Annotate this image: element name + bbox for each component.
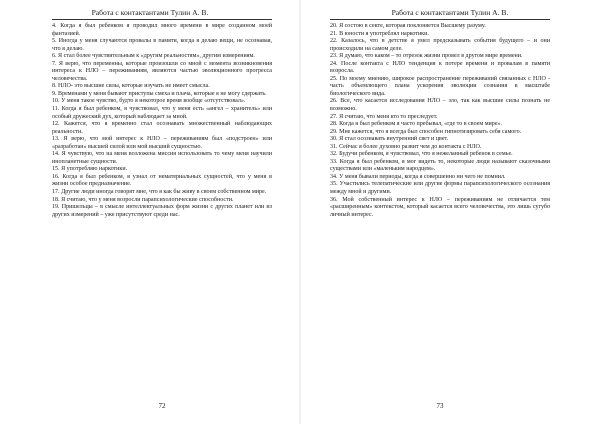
list-item: 13. Я верю, что мой интерес к НЛО – переживаниям был «подстроен» или «разработан» высшей силой или мой высший сущностью. [52, 136, 272, 150]
list-item: 8. НЛО- это высшие силы, которые изучать не имеет смысла. [52, 83, 210, 90]
list-item: 7. Я верю, что переменны, которые произошли со мной с момента возникновения интереса к НЛО – переживаниям, являются частью эволюционного прогресса человечества. [52, 60, 272, 82]
running-head-right: Работа с контактантами Тулин А. В. [391, 8, 509, 17]
list-item: 19. Пришельцы – в смысле интеллектуальных форм жизни с других планет или из других измерений – уже присутствуют среди нас. [52, 204, 272, 218]
list-item: 26. Все, что касается исследования НЛО – зло, так как высшие силы познать не возможно. [330, 98, 550, 113]
list-item: 27. Я считаю, что меня кто то преследует. [330, 113, 438, 120]
list-item: 31. Сейчас я более духовно развит чем до контакта с НЛО. [330, 143, 482, 150]
list-item: 22. Казалось, что в детстве я умел предсказывать события будущего – и они происходили на самом деле. [330, 38, 550, 52]
list-item: 17. Другие люди иногда говорят мне, что я как бы живу в своем собственном мире. [52, 189, 267, 196]
page-number-right: 73 [436, 402, 444, 410]
list-item: 18. Я считаю, что у меня возросли парапсихологические способности. [52, 196, 234, 203]
list-item: 4. Когда я был ребенком я проводил много времени в мире созданном моей фантазией. [52, 23, 272, 37]
list-item: 33. Когда я был ребенком, я мог видеть то, некоторые люди называют сказочными существами или «маленьким народцем». [330, 158, 550, 173]
right-page [300, 0, 600, 424]
list-item: 32. Будучи ребенком, я чувствовал, что я нежеланный ребенок в семье. [330, 151, 513, 158]
list-item: 25. По моему мнению, широкое распространение переживаний связанных с НЛО - часть объемлющего плана ускорения эволюции сознания в масштабе биологического вида. [330, 75, 550, 97]
list-item: 16. Когда я был ребенком, я узнал от нематериальных сущностей, что у меня в жизни особое предназначение. [52, 173, 272, 188]
list-item: 10. У меня такое чувство, будто я некоторое время вообще «отсутствовал». [52, 98, 246, 105]
header-rule-left [52, 19, 272, 20]
list-item: 12. Кажется, что я временно стал осознавать множественный наблюдающих реальности. [52, 121, 272, 135]
list-item: 6. Я стал более чувствительным к «другим реальностям», другим измерениям. [52, 53, 255, 60]
questionnaire-list-left [52, 23, 272, 219]
list-item: 24. После контакта с НЛО тенденция к потере времени и провалам в памяти возросла. [330, 60, 550, 75]
list-item: 35. Участились телепатические или другие формы парапсихологического осознания между мной и другими. [330, 181, 550, 196]
questionnaire-list-right [330, 23, 550, 219]
list-item: 15. Я употребляю наркотики. [52, 166, 128, 173]
running-head-left: Работа с контактантами Тулин А. В. [91, 8, 209, 17]
list-item: 5. Иногда у меня случаются провалы в памяти, когда я делаю вещи, не осознавая, что я делаю. [52, 38, 272, 52]
list-item: 9. Временами у меня бывают приступы смеха и плача, которые я не могу сдержать. [52, 90, 267, 97]
list-item: 34. У меня бывали периоды, когда я совершенно ни чего не помнил. [330, 173, 506, 180]
list-item: 21. В юности я употреблял наркотики. [330, 30, 429, 37]
list-item: 23. Я думаю, что каком – то отрезок жизни провел в другом мире времени. [330, 53, 523, 60]
list-item: 20. Я состою в секте, которая поклоняется Высшему разуму. [330, 23, 486, 29]
list-item: 28. Когда я был ребенком я часто пребывал, «где то в своем мире». [330, 121, 503, 128]
list-item: 36. Мой собственный интерес к НЛО – переживаниям не отличается тем «расширенным» контекстом, который касается всего человечества, это лишь сугубо личный интерес. [330, 196, 550, 218]
list-item: 14. Я чувствую, что на меня возложена миссия использовать то чему меня научили инопланетные сущности. [52, 151, 272, 165]
list-item: 11. Когда я был ребенком, я чувствовал, что у меня есть «ангел – хранитель» или особый дружеский дух, который наблюдает за мной. [52, 106, 272, 120]
list-item: 29. Мне кажется, что я всегда был способен гипнотизировать себя самого. [330, 128, 522, 135]
header-rule-right [330, 19, 550, 20]
list-item: 30. Я стал осознавать внутренний свет и цвет. [330, 136, 449, 143]
page-number-left: 72 [158, 402, 166, 410]
